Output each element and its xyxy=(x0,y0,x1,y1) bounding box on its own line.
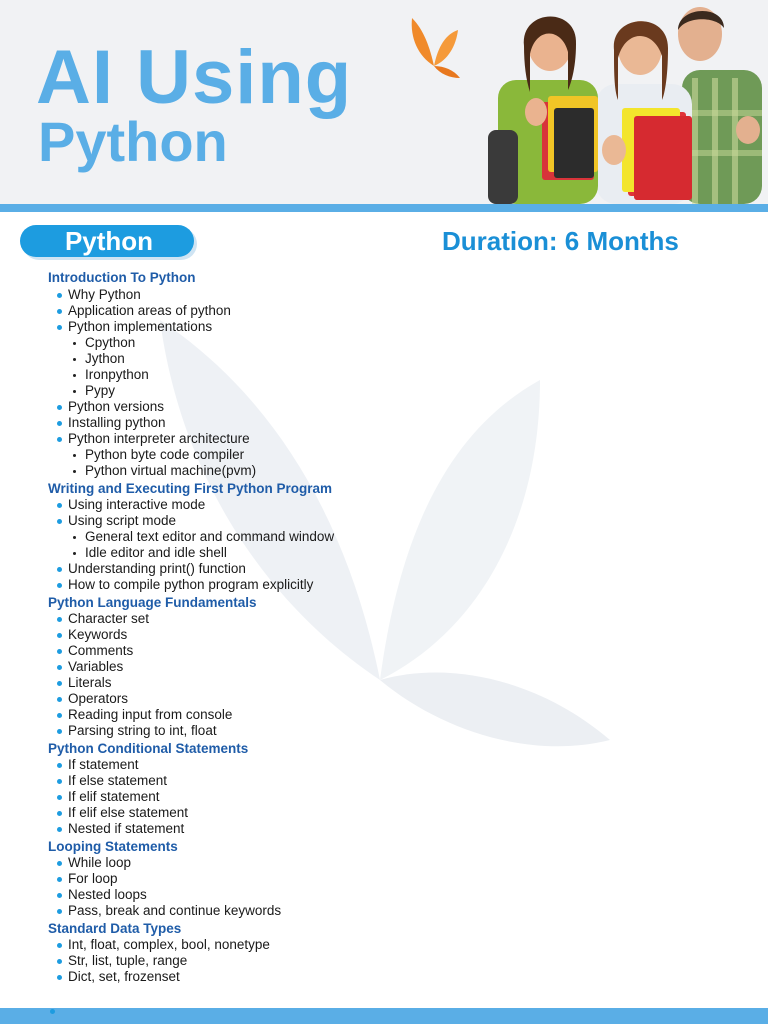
topic-item: Literals xyxy=(48,675,748,691)
topic-item: Dict, set, frozenset xyxy=(48,969,748,985)
subtopic-item: Pypy xyxy=(48,383,748,399)
topic-item: Operators xyxy=(48,691,748,707)
course-name-badge: Python xyxy=(20,225,194,257)
topic-item: How to compile python program explicitly xyxy=(48,577,748,593)
topic-item: If elif statement xyxy=(48,789,748,805)
topic-item: Python versions xyxy=(48,399,748,415)
topic-item: For loop xyxy=(48,871,748,887)
students-photo xyxy=(486,0,768,204)
header-divider-bar xyxy=(0,204,768,212)
topic-item: Python interpreter architecture xyxy=(48,431,748,447)
section-title: Python Language Fundamentals xyxy=(48,595,257,610)
subtopic-item: Python virtual machine(pvm) xyxy=(48,463,748,479)
topic-item: If statement xyxy=(48,757,748,773)
section-title: Writing and Executing First Python Program xyxy=(48,481,333,496)
topic-item: Nested if statement xyxy=(48,821,748,837)
topic-item: Installing python xyxy=(48,415,748,431)
topic-item: Reading input from console xyxy=(48,707,748,723)
topic-item: Comments xyxy=(48,643,748,659)
topic-item: Understanding print() function xyxy=(48,561,748,577)
topic-item: If else statement xyxy=(48,773,748,789)
topic-item: Parsing string to int, float xyxy=(48,723,748,739)
topic-item: Variables xyxy=(48,659,748,675)
topic-item: While loop xyxy=(48,855,748,871)
section-title: Introduction To Python xyxy=(48,270,196,285)
section-title: Python Conditional Statements xyxy=(48,741,249,756)
title-line-1: AI Using xyxy=(36,35,353,120)
course-duration: Duration: 6 Months xyxy=(442,226,679,256)
topic-item: Nested loops xyxy=(48,887,748,903)
subtopic-item: Python byte code compiler xyxy=(48,447,748,463)
title-line-2: Python xyxy=(38,110,228,173)
subtopic-item: Jython xyxy=(48,351,748,367)
topic-item: Keywords xyxy=(48,627,748,643)
topic-item: Pass, break and continue keywords xyxy=(48,903,748,919)
topic-item: Application areas of python xyxy=(48,303,748,319)
subtopic-item: Cpython xyxy=(48,335,748,351)
topic-item: Character set xyxy=(48,611,748,627)
leaf-logo-icon xyxy=(408,16,464,80)
footer-bar xyxy=(0,1008,768,1024)
subtopic-item: Ironpython xyxy=(48,367,748,383)
topic-item: Int, float, complex, bool, nonetype xyxy=(48,937,748,953)
subtopic-item: General text editor and command window xyxy=(48,529,748,545)
subtopic-item: Idle editor and idle shell xyxy=(48,545,748,561)
footer-bullet xyxy=(50,1009,55,1014)
topic-item: If elif else statement xyxy=(48,805,748,821)
topic-item: Why Python xyxy=(48,287,748,303)
topic-item: Using script mode xyxy=(48,513,748,529)
section-title: Looping Statements xyxy=(48,839,178,854)
topic-item: Str, list, tuple, range xyxy=(48,953,748,969)
topic-item: Using interactive mode xyxy=(48,497,748,513)
section-title: Standard Data Types xyxy=(48,921,182,936)
header-banner xyxy=(0,0,768,204)
syllabus-list xyxy=(48,268,748,985)
topic-item: Python implementations xyxy=(48,319,748,335)
